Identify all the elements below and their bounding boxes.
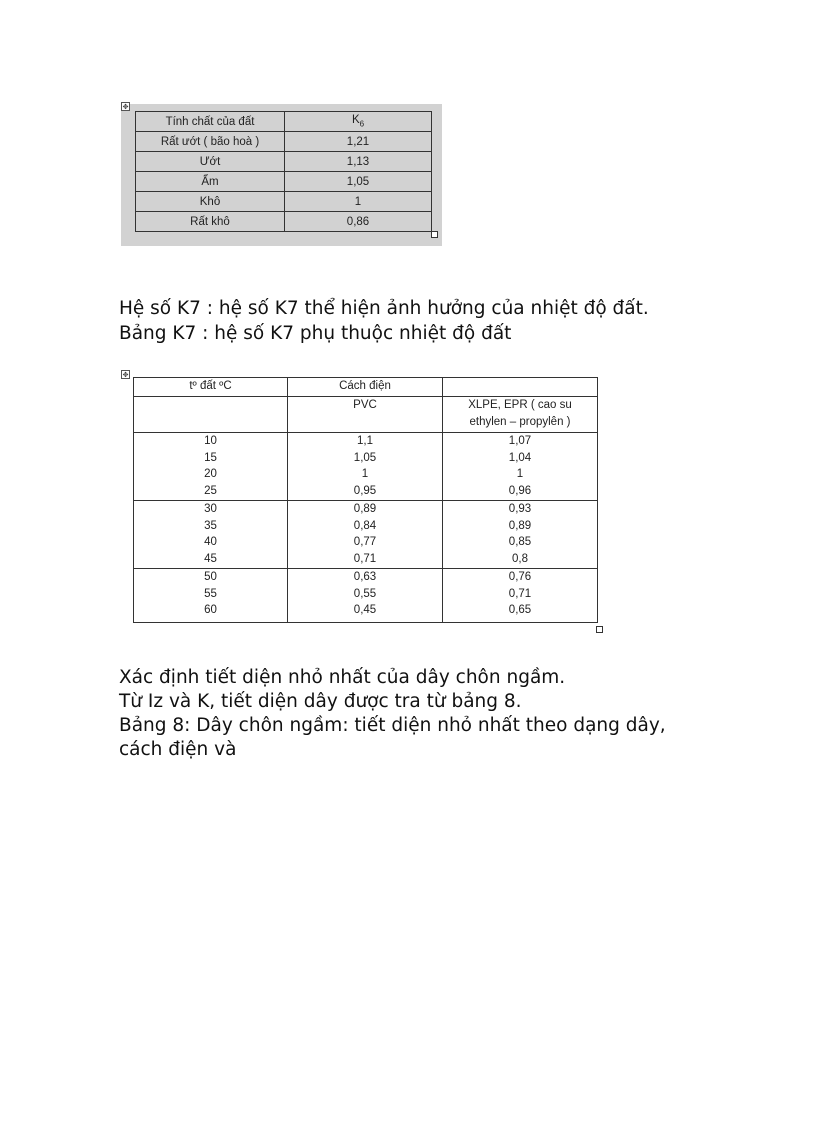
table-cell: 1,05 bbox=[285, 172, 432, 192]
table-cell-line: XLPE, EPR ( cao su bbox=[468, 399, 572, 411]
table-value: 1,07 bbox=[508, 435, 532, 447]
table-row bbox=[136, 212, 432, 232]
table-cell-pvc bbox=[288, 433, 443, 501]
table-value: 0,89 bbox=[508, 519, 532, 532]
table-value: 1,04 bbox=[508, 451, 532, 464]
table-cell: 1,21 bbox=[285, 132, 432, 152]
table-cell bbox=[443, 397, 598, 433]
table-value: 0,8 bbox=[512, 552, 528, 565]
table-value: 25 bbox=[204, 484, 217, 497]
table-header-cell: $K_6$ bbox=[285, 112, 432, 132]
table-cell-temps bbox=[134, 433, 288, 501]
table-value: 0,77 bbox=[353, 536, 377, 548]
table-header-row bbox=[134, 378, 598, 397]
table-k6 bbox=[135, 111, 432, 232]
table-value: 35 bbox=[204, 519, 217, 532]
paragraph-line: Từ Iz và K, tiết diện dây được tra từ bảng 8. bbox=[119, 691, 522, 712]
paragraph-line: Bảng 8: Dây chôn ngầm: tiết diện nhỏ nhất theo dạng dây, bbox=[119, 715, 666, 736]
table-k7 bbox=[133, 377, 598, 623]
table-value: 0,65 bbox=[508, 604, 532, 616]
table-value: 0,45 bbox=[353, 604, 377, 616]
table-move-handle-icon[interactable]: ✥ bbox=[122, 371, 129, 379]
table-value: 30 bbox=[204, 503, 217, 515]
table-cell: Ẩm bbox=[136, 172, 285, 192]
table-value: 1 bbox=[361, 468, 369, 480]
table-header-cell: Tính chất của đất bbox=[136, 112, 285, 132]
table-value: 55 bbox=[204, 587, 217, 600]
table-resize-handle-icon[interactable] bbox=[431, 231, 438, 238]
table-value: 1,1 bbox=[357, 435, 373, 447]
table-header-cell: tº đất ºC bbox=[134, 378, 288, 397]
table-cell-line: ethylen – propylên ) bbox=[469, 415, 571, 428]
table-cell: Ướt bbox=[136, 152, 285, 172]
table-value: 0,71 bbox=[508, 587, 532, 600]
table-row bbox=[134, 433, 598, 501]
table-value: 20 bbox=[204, 468, 217, 480]
table-value: 0,55 bbox=[353, 587, 377, 600]
table-value: 1 bbox=[516, 468, 524, 480]
table-row bbox=[136, 152, 432, 172]
table-value: 0,93 bbox=[508, 503, 532, 515]
table-cell-xlpe bbox=[443, 501, 598, 569]
paragraph-k7-table-caption: Bảng K7 : hệ số K7 phụ thuộc nhiệt độ đất bbox=[119, 323, 512, 344]
table-cell-xlpe bbox=[443, 569, 598, 623]
table-row bbox=[134, 569, 598, 623]
table-row bbox=[134, 501, 598, 569]
table-value: 0,84 bbox=[353, 519, 377, 532]
table-move-handle-icon[interactable]: ✥ bbox=[122, 103, 129, 111]
table-value: 10 bbox=[204, 435, 217, 447]
table-value: 15 bbox=[204, 451, 217, 464]
table-header-row bbox=[136, 112, 432, 132]
paragraph-line: cách điện và bbox=[119, 739, 237, 760]
table-cell-temps bbox=[134, 569, 288, 623]
table-cell-xlpe bbox=[443, 433, 598, 501]
table-value: 0,96 bbox=[508, 484, 532, 497]
table-cell: PVC bbox=[288, 397, 443, 433]
table-value: 40 bbox=[204, 536, 217, 548]
table-cell-pvc bbox=[288, 501, 443, 569]
table-cell bbox=[134, 397, 288, 433]
table-value: 0,76 bbox=[508, 571, 532, 583]
table-row bbox=[136, 172, 432, 192]
table-resize-handle-icon[interactable] bbox=[596, 626, 603, 633]
table-cell: 1 bbox=[285, 192, 432, 212]
table-cell: Khô bbox=[136, 192, 285, 212]
table-row bbox=[136, 192, 432, 212]
table-value: 0,89 bbox=[353, 503, 377, 515]
table-value: 0,95 bbox=[353, 484, 377, 497]
table-value: 60 bbox=[204, 604, 217, 616]
table-value: 1,05 bbox=[353, 451, 377, 464]
table-value: 0,71 bbox=[353, 552, 377, 565]
table-cell: Rất khô bbox=[136, 212, 285, 232]
table-value: 0,63 bbox=[353, 571, 377, 583]
paragraph-k7-definition: Hệ số K7 : hệ số K7 thể hiện ảnh hưởng của nhiệt độ đất. bbox=[119, 298, 649, 319]
table-header-cell: Cách điện bbox=[288, 378, 443, 397]
table-subheader-row bbox=[134, 397, 598, 433]
table-value: 50 bbox=[204, 571, 217, 583]
table-value: 45 bbox=[204, 552, 217, 565]
table-cell-pvc bbox=[288, 569, 443, 623]
table-header-cell bbox=[443, 378, 598, 397]
table-cell: Rất ướt ( bão hoà ) bbox=[136, 132, 285, 152]
table-value: 0,85 bbox=[508, 536, 532, 548]
paragraph-line: Xác định tiết diện nhỏ nhất của dây chôn ngầm. bbox=[119, 667, 566, 688]
table-cell: 0,86 bbox=[285, 212, 432, 232]
table-cell: 1,13 bbox=[285, 152, 432, 172]
table-row bbox=[136, 132, 432, 152]
table-cell-temps bbox=[134, 501, 288, 569]
